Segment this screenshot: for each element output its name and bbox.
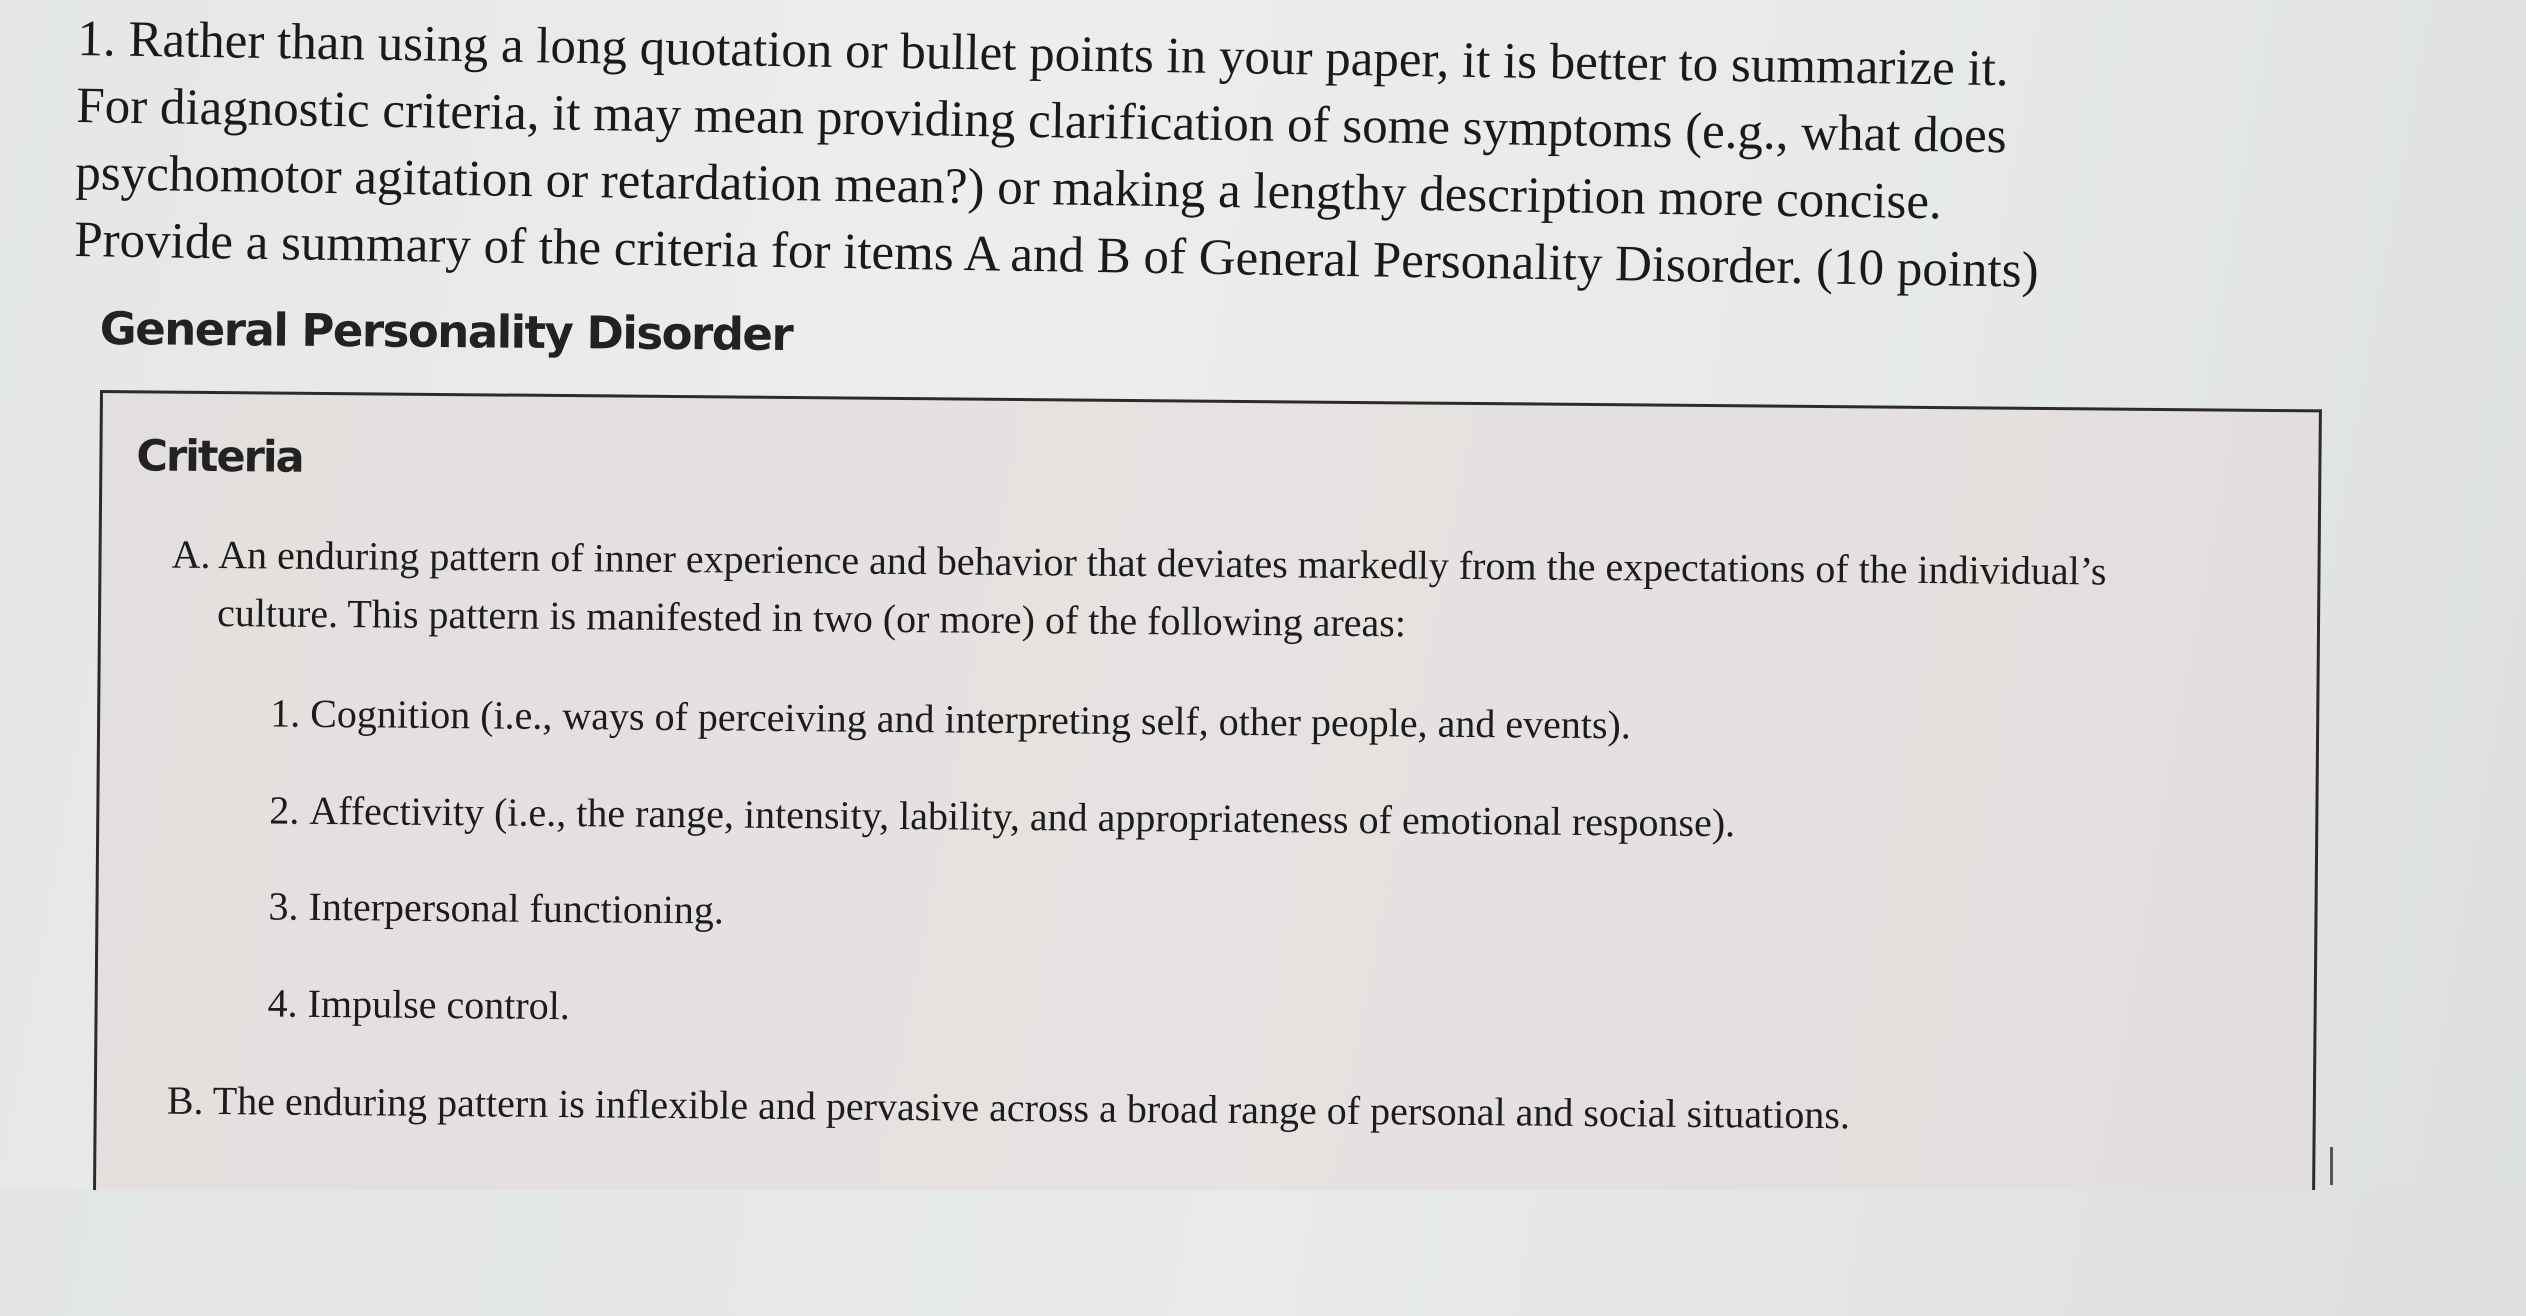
subitem-text: Interpersonal functioning. <box>308 883 725 933</box>
criterion-b-text: The enduring pattern is inflexible and pervasive across a broad range of personal and social situations. <box>212 1078 1851 1138</box>
subitem-number: 4. <box>267 980 298 1026</box>
question-line-2: For diagnostic criteria, it may mean providing clarification of some symptoms (e.g., what does <box>75 77 2008 165</box>
criterion-a-subitem-3 <box>268 877 724 939</box>
criterion-b-letter: B. <box>166 1077 204 1123</box>
question-line-4: Provide a summary of the criteria for items A and B of General Personality Disorder. (10 points) <box>73 211 2040 299</box>
criterion-a-line-2: culture. This pattern is manifested in two (or more) of the following areas: <box>216 590 1407 646</box>
criterion-a-subitem-2 <box>269 781 1735 852</box>
criterion-a <box>171 526 2252 660</box>
text-cursor-mark <box>2330 1147 2333 1185</box>
section-title: General Personality Disorder <box>99 302 793 362</box>
question-line-3: psychomotor agitation or retardation mean?) or making a lengthy description more concise. <box>74 144 1943 231</box>
criteria-box <box>93 390 2322 1209</box>
subitem-text: Affectivity (i.e., the range, intensity, lability, and appropriateness of emotional response). <box>309 787 1736 846</box>
question-text <box>74 6 2278 309</box>
question-line-1: 1. Rather than using a long quotation or bullet points in your paper, it is better to summarize it. <box>77 10 2010 98</box>
subitem-text: Cognition (i.e., ways of perceiving and interpreting self, other people, and events). <box>309 690 1632 748</box>
criteria-label: Criteria <box>136 431 303 483</box>
subitem-number: 1. <box>269 690 301 736</box>
criterion-a-line-1: An enduring pattern of inner experience and behavior that deviates markedly from the expectations of the individual’s <box>218 532 2107 594</box>
criterion-a-subitem-1 <box>270 684 1631 754</box>
page-bottom-area <box>0 1190 2526 1316</box>
criterion-b <box>167 1072 1851 1145</box>
subitem-number: 2. <box>269 787 300 833</box>
criterion-a-letter: A. <box>171 531 211 577</box>
subitem-text: Impulse control. <box>307 980 571 1029</box>
subitem-number: 3. <box>268 883 299 929</box>
criterion-a-subitem-4 <box>267 974 570 1035</box>
